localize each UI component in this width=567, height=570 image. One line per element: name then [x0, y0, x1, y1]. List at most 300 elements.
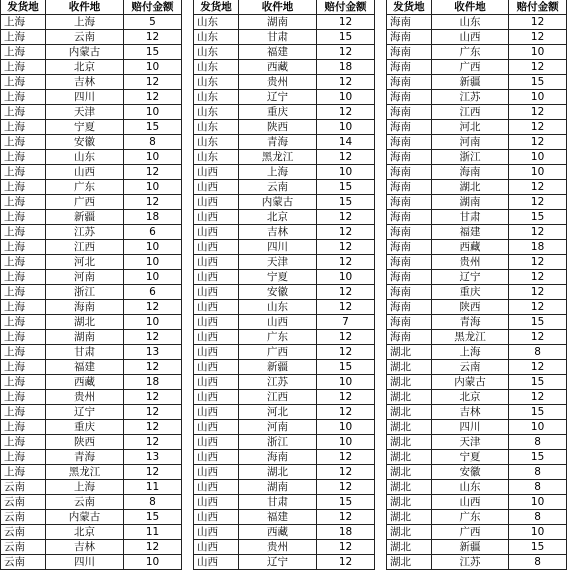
cell-compensation[interactable]: 13: [124, 345, 182, 360]
header-compensation[interactable]: 赔付金额: [509, 0, 567, 15]
cell-origin[interactable]: 云南: [1, 540, 46, 555]
cell-destination[interactable]: 海南: [431, 165, 508, 180]
cell-destination[interactable]: 云南: [431, 360, 508, 375]
cell-origin[interactable]: 山东: [194, 90, 239, 105]
cell-compensation[interactable]: 18: [317, 525, 375, 540]
cell-compensation[interactable]: 12: [509, 30, 567, 45]
cell-compensation[interactable]: 12: [124, 435, 182, 450]
cell-destination[interactable]: 陕西: [239, 120, 317, 135]
cell-destination[interactable]: 山东: [431, 480, 508, 495]
cell-destination[interactable]: 辽宁: [431, 270, 508, 285]
cell-origin[interactable]: 海南: [387, 165, 432, 180]
cell-compensation[interactable]: 12: [124, 390, 182, 405]
cell-destination[interactable]: 陕西: [46, 435, 124, 450]
cell-origin[interactable]: 湖北: [387, 525, 432, 540]
cell-destination[interactable]: 江西: [239, 390, 317, 405]
cell-destination[interactable]: 北京: [46, 60, 124, 75]
cell-compensation[interactable]: 10: [509, 420, 567, 435]
cell-compensation[interactable]: 11: [124, 480, 182, 495]
cell-destination[interactable]: 北京: [431, 390, 508, 405]
cell-origin[interactable]: 湖北: [387, 435, 432, 450]
cell-origin[interactable]: 上海: [1, 15, 46, 30]
cell-compensation[interactable]: 15: [509, 375, 567, 390]
cell-compensation[interactable]: 12: [509, 225, 567, 240]
header-destination[interactable]: 收件地: [239, 0, 317, 15]
cell-origin[interactable]: 湖北: [387, 555, 432, 570]
cell-compensation[interactable]: 12: [317, 405, 375, 420]
cell-destination[interactable]: 河南: [431, 135, 508, 150]
cell-destination[interactable]: 山东: [239, 300, 317, 315]
cell-compensation[interactable]: 15: [317, 195, 375, 210]
cell-origin[interactable]: 上海: [1, 315, 46, 330]
cell-destination[interactable]: 四川: [46, 555, 124, 570]
cell-compensation[interactable]: 12: [124, 75, 182, 90]
cell-origin[interactable]: 湖北: [387, 420, 432, 435]
cell-destination[interactable]: 黑龙江: [431, 330, 508, 345]
cell-destination[interactable]: 广西: [431, 525, 508, 540]
cell-compensation[interactable]: 18: [317, 60, 375, 75]
cell-origin[interactable]: 山西: [194, 450, 239, 465]
cell-compensation[interactable]: 15: [509, 210, 567, 225]
header-origin[interactable]: 发货地: [1, 0, 46, 15]
cell-origin[interactable]: 上海: [1, 375, 46, 390]
cell-compensation[interactable]: 12: [124, 420, 182, 435]
cell-compensation[interactable]: 12: [509, 15, 567, 30]
cell-origin[interactable]: 山东: [194, 45, 239, 60]
cell-compensation[interactable]: 15: [509, 450, 567, 465]
cell-origin[interactable]: 上海: [1, 330, 46, 345]
cell-destination[interactable]: 陕西: [431, 300, 508, 315]
cell-destination[interactable]: 西藏: [46, 375, 124, 390]
cell-compensation[interactable]: 12: [509, 390, 567, 405]
cell-compensation[interactable]: 15: [509, 315, 567, 330]
cell-compensation[interactable]: 8: [509, 435, 567, 450]
cell-destination[interactable]: 山东: [431, 15, 508, 30]
cell-origin[interactable]: 湖北: [387, 540, 432, 555]
cell-origin[interactable]: 上海: [1, 75, 46, 90]
cell-destination[interactable]: 贵州: [431, 255, 508, 270]
cell-compensation[interactable]: 12: [509, 135, 567, 150]
cell-compensation[interactable]: 10: [124, 315, 182, 330]
cell-origin[interactable]: 山西: [194, 390, 239, 405]
cell-origin[interactable]: 云南: [1, 480, 46, 495]
cell-origin[interactable]: 海南: [387, 195, 432, 210]
cell-origin[interactable]: 海南: [387, 90, 432, 105]
cell-compensation[interactable]: 10: [124, 255, 182, 270]
cell-origin[interactable]: 海南: [387, 225, 432, 240]
cell-destination[interactable]: 云南: [46, 30, 124, 45]
cell-destination[interactable]: 黑龙江: [239, 150, 317, 165]
cell-origin[interactable]: 海南: [387, 255, 432, 270]
cell-compensation[interactable]: 15: [509, 540, 567, 555]
cell-destination[interactable]: 湖北: [46, 315, 124, 330]
cell-compensation[interactable]: 12: [317, 555, 375, 570]
cell-compensation[interactable]: 12: [317, 15, 375, 30]
cell-compensation[interactable]: 8: [124, 495, 182, 510]
cell-origin[interactable]: 上海: [1, 300, 46, 315]
cell-compensation[interactable]: 10: [317, 420, 375, 435]
cell-destination[interactable]: 安徽: [46, 135, 124, 150]
cell-compensation[interactable]: 18: [509, 240, 567, 255]
cell-destination[interactable]: 江苏: [239, 375, 317, 390]
cell-destination[interactable]: 宁夏: [431, 450, 508, 465]
cell-compensation[interactable]: 10: [509, 165, 567, 180]
cell-origin[interactable]: 山西: [194, 330, 239, 345]
cell-destination[interactable]: 山西: [46, 165, 124, 180]
cell-compensation[interactable]: 10: [317, 90, 375, 105]
cell-origin[interactable]: 山西: [194, 495, 239, 510]
cell-destination[interactable]: 山西: [431, 30, 508, 45]
cell-origin[interactable]: 山西: [194, 480, 239, 495]
cell-compensation[interactable]: 15: [124, 510, 182, 525]
cell-origin[interactable]: 山东: [194, 75, 239, 90]
cell-destination[interactable]: 安徽: [431, 465, 508, 480]
cell-compensation[interactable]: 12: [124, 300, 182, 315]
cell-compensation[interactable]: 12: [317, 345, 375, 360]
cell-destination[interactable]: 广东: [431, 45, 508, 60]
cell-compensation[interactable]: 12: [317, 255, 375, 270]
cell-compensation[interactable]: 10: [317, 435, 375, 450]
cell-destination[interactable]: 重庆: [239, 105, 317, 120]
cell-destination[interactable]: 湖北: [239, 465, 317, 480]
cell-origin[interactable]: 上海: [1, 465, 46, 480]
cell-compensation[interactable]: 12: [317, 45, 375, 60]
cell-destination[interactable]: 江苏: [431, 90, 508, 105]
cell-destination[interactable]: 甘肃: [46, 345, 124, 360]
cell-origin[interactable]: 山西: [194, 360, 239, 375]
cell-origin[interactable]: 上海: [1, 45, 46, 60]
cell-compensation[interactable]: 12: [124, 360, 182, 375]
cell-destination[interactable]: 甘肃: [431, 210, 508, 225]
cell-origin[interactable]: 上海: [1, 270, 46, 285]
cell-compensation[interactable]: 15: [317, 360, 375, 375]
cell-compensation[interactable]: 12: [317, 540, 375, 555]
cell-origin[interactable]: 上海: [1, 180, 46, 195]
cell-destination[interactable]: 河北: [46, 255, 124, 270]
cell-origin[interactable]: 山西: [194, 405, 239, 420]
cell-origin[interactable]: 海南: [387, 105, 432, 120]
cell-origin[interactable]: 上海: [1, 30, 46, 45]
cell-destination[interactable]: 广东: [46, 180, 124, 195]
cell-compensation[interactable]: 10: [317, 375, 375, 390]
cell-compensation[interactable]: 12: [317, 240, 375, 255]
cell-destination[interactable]: 上海: [431, 345, 508, 360]
cell-origin[interactable]: 云南: [1, 510, 46, 525]
cell-compensation[interactable]: 15: [509, 75, 567, 90]
cell-origin[interactable]: 山西: [194, 315, 239, 330]
cell-destination[interactable]: 甘肃: [239, 30, 317, 45]
cell-destination[interactable]: 福建: [239, 510, 317, 525]
cell-origin[interactable]: 海南: [387, 180, 432, 195]
cell-destination[interactable]: 江西: [431, 105, 508, 120]
cell-origin[interactable]: 山西: [194, 435, 239, 450]
cell-compensation[interactable]: 10: [509, 150, 567, 165]
cell-destination[interactable]: 四川: [239, 240, 317, 255]
cell-compensation[interactable]: 12: [509, 180, 567, 195]
header-origin[interactable]: 发货地: [387, 0, 432, 15]
cell-compensation[interactable]: 10: [124, 240, 182, 255]
header-origin[interactable]: 发货地: [194, 0, 239, 15]
cell-compensation[interactable]: 12: [317, 480, 375, 495]
cell-origin[interactable]: 山西: [194, 300, 239, 315]
cell-compensation[interactable]: 15: [124, 120, 182, 135]
cell-compensation[interactable]: 12: [317, 225, 375, 240]
cell-destination[interactable]: 海南: [46, 300, 124, 315]
cell-origin[interactable]: 山西: [194, 375, 239, 390]
cell-origin[interactable]: 山西: [194, 165, 239, 180]
cell-destination[interactable]: 河北: [431, 120, 508, 135]
cell-compensation[interactable]: 12: [509, 330, 567, 345]
cell-origin[interactable]: 湖北: [387, 405, 432, 420]
cell-destination[interactable]: 黑龙江: [46, 465, 124, 480]
cell-destination[interactable]: 湖南: [431, 195, 508, 210]
cell-origin[interactable]: 山西: [194, 210, 239, 225]
cell-origin[interactable]: 上海: [1, 360, 46, 375]
cell-origin[interactable]: 山西: [194, 555, 239, 570]
cell-origin[interactable]: 山西: [194, 540, 239, 555]
cell-destination[interactable]: 新疆: [431, 540, 508, 555]
cell-compensation[interactable]: 12: [124, 195, 182, 210]
cell-compensation[interactable]: 8: [509, 555, 567, 570]
cell-compensation[interactable]: 12: [317, 465, 375, 480]
cell-origin[interactable]: 海南: [387, 135, 432, 150]
cell-destination[interactable]: 广西: [431, 60, 508, 75]
cell-origin[interactable]: 山西: [194, 285, 239, 300]
cell-destination[interactable]: 辽宁: [46, 405, 124, 420]
cell-destination[interactable]: 重庆: [431, 285, 508, 300]
header-destination[interactable]: 收件地: [46, 0, 124, 15]
cell-destination[interactable]: 上海: [239, 165, 317, 180]
cell-destination[interactable]: 上海: [46, 480, 124, 495]
cell-origin[interactable]: 湖北: [387, 510, 432, 525]
cell-origin[interactable]: 湖北: [387, 465, 432, 480]
cell-destination[interactable]: 新疆: [431, 75, 508, 90]
cell-compensation[interactable]: 10: [317, 270, 375, 285]
cell-origin[interactable]: 山西: [194, 345, 239, 360]
cell-origin[interactable]: 上海: [1, 150, 46, 165]
cell-origin[interactable]: 山东: [194, 120, 239, 135]
cell-origin[interactable]: 云南: [1, 525, 46, 540]
cell-destination[interactable]: 山西: [239, 315, 317, 330]
cell-compensation[interactable]: 12: [124, 465, 182, 480]
cell-origin[interactable]: 山东: [194, 105, 239, 120]
cell-compensation[interactable]: 12: [317, 75, 375, 90]
cell-origin[interactable]: 山东: [194, 60, 239, 75]
cell-destination[interactable]: 北京: [46, 525, 124, 540]
cell-destination[interactable]: 天津: [46, 105, 124, 120]
cell-compensation[interactable]: 8: [509, 345, 567, 360]
header-compensation[interactable]: 赔付金额: [124, 0, 182, 15]
cell-destination[interactable]: 西藏: [239, 60, 317, 75]
cell-compensation[interactable]: 10: [509, 45, 567, 60]
cell-origin[interactable]: 山西: [194, 180, 239, 195]
cell-destination[interactable]: 北京: [239, 210, 317, 225]
cell-origin[interactable]: 云南: [1, 555, 46, 570]
cell-origin[interactable]: 海南: [387, 210, 432, 225]
cell-origin[interactable]: 海南: [387, 60, 432, 75]
cell-origin[interactable]: 上海: [1, 120, 46, 135]
cell-destination[interactable]: 四川: [431, 420, 508, 435]
cell-origin[interactable]: 上海: [1, 165, 46, 180]
cell-compensation[interactable]: 8: [509, 510, 567, 525]
cell-compensation[interactable]: 12: [509, 255, 567, 270]
cell-destination[interactable]: 云南: [46, 495, 124, 510]
cell-origin[interactable]: 海南: [387, 330, 432, 345]
cell-compensation[interactable]: 10: [124, 150, 182, 165]
cell-compensation[interactable]: 7: [317, 315, 375, 330]
cell-origin[interactable]: 上海: [1, 420, 46, 435]
cell-compensation[interactable]: 12: [509, 60, 567, 75]
cell-origin[interactable]: 山西: [194, 255, 239, 270]
cell-destination[interactable]: 浙江: [431, 150, 508, 165]
cell-compensation[interactable]: 14: [317, 135, 375, 150]
cell-destination[interactable]: 湖南: [239, 15, 317, 30]
cell-compensation[interactable]: 12: [124, 330, 182, 345]
cell-origin[interactable]: 上海: [1, 405, 46, 420]
cell-destination[interactable]: 天津: [431, 435, 508, 450]
cell-compensation[interactable]: 8: [124, 135, 182, 150]
cell-compensation[interactable]: 12: [509, 300, 567, 315]
cell-origin[interactable]: 上海: [1, 195, 46, 210]
cell-destination[interactable]: 湖北: [431, 180, 508, 195]
cell-destination[interactable]: 宁夏: [46, 120, 124, 135]
cell-compensation[interactable]: 13: [124, 450, 182, 465]
cell-destination[interactable]: 安徽: [239, 285, 317, 300]
cell-destination[interactable]: 青海: [239, 135, 317, 150]
cell-origin[interactable]: 上海: [1, 435, 46, 450]
cell-destination[interactable]: 河南: [46, 270, 124, 285]
cell-destination[interactable]: 青海: [46, 450, 124, 465]
cell-destination[interactable]: 西藏: [431, 240, 508, 255]
cell-compensation[interactable]: 12: [509, 195, 567, 210]
cell-compensation[interactable]: 6: [124, 225, 182, 240]
cell-destination[interactable]: 吉林: [239, 225, 317, 240]
cell-origin[interactable]: 山东: [194, 135, 239, 150]
cell-destination[interactable]: 湖南: [239, 480, 317, 495]
cell-destination[interactable]: 内蒙古: [431, 375, 508, 390]
cell-destination[interactable]: 新疆: [46, 210, 124, 225]
cell-compensation[interactable]: 10: [124, 555, 182, 570]
cell-origin[interactable]: 山西: [194, 195, 239, 210]
cell-origin[interactable]: 上海: [1, 240, 46, 255]
cell-compensation[interactable]: 12: [317, 300, 375, 315]
cell-origin[interactable]: 上海: [1, 255, 46, 270]
cell-destination[interactable]: 广东: [431, 510, 508, 525]
cell-compensation[interactable]: 12: [509, 270, 567, 285]
cell-compensation[interactable]: 10: [124, 270, 182, 285]
cell-compensation[interactable]: 8: [509, 465, 567, 480]
cell-compensation[interactable]: 15: [509, 405, 567, 420]
cell-destination[interactable]: 福建: [239, 45, 317, 60]
cell-origin[interactable]: 上海: [1, 285, 46, 300]
cell-destination[interactable]: 河北: [239, 405, 317, 420]
cell-destination[interactable]: 内蒙古: [46, 45, 124, 60]
cell-destination[interactable]: 江苏: [46, 225, 124, 240]
cell-destination[interactable]: 内蒙古: [239, 195, 317, 210]
cell-destination[interactable]: 辽宁: [239, 90, 317, 105]
cell-destination[interactable]: 甘肃: [239, 495, 317, 510]
cell-destination[interactable]: 四川: [46, 90, 124, 105]
cell-origin[interactable]: 海南: [387, 240, 432, 255]
cell-origin[interactable]: 湖北: [387, 450, 432, 465]
cell-compensation[interactable]: 15: [317, 30, 375, 45]
cell-destination[interactable]: 云南: [239, 180, 317, 195]
cell-destination[interactable]: 湖南: [46, 330, 124, 345]
cell-origin[interactable]: 山西: [194, 525, 239, 540]
cell-origin[interactable]: 湖北: [387, 480, 432, 495]
cell-destination[interactable]: 重庆: [46, 420, 124, 435]
cell-compensation[interactable]: 12: [317, 105, 375, 120]
cell-compensation[interactable]: 15: [317, 180, 375, 195]
cell-destination[interactable]: 广东: [239, 330, 317, 345]
cell-destination[interactable]: 贵州: [239, 540, 317, 555]
cell-destination[interactable]: 江苏: [431, 555, 508, 570]
cell-compensation[interactable]: 10: [509, 495, 567, 510]
cell-origin[interactable]: 海南: [387, 30, 432, 45]
cell-destination[interactable]: 内蒙古: [46, 510, 124, 525]
cell-compensation[interactable]: 18: [124, 210, 182, 225]
cell-destination[interactable]: 浙江: [239, 435, 317, 450]
cell-compensation[interactable]: 10: [509, 90, 567, 105]
cell-origin[interactable]: 山西: [194, 225, 239, 240]
cell-origin[interactable]: 山西: [194, 420, 239, 435]
cell-destination[interactable]: 海南: [239, 450, 317, 465]
cell-destination[interactable]: 上海: [46, 15, 124, 30]
cell-compensation[interactable]: 12: [509, 120, 567, 135]
cell-compensation[interactable]: 12: [317, 210, 375, 225]
cell-compensation[interactable]: 10: [317, 120, 375, 135]
cell-compensation[interactable]: 12: [124, 405, 182, 420]
cell-origin[interactable]: 山西: [194, 270, 239, 285]
cell-compensation[interactable]: 12: [509, 285, 567, 300]
cell-destination[interactable]: 新疆: [239, 360, 317, 375]
cell-destination[interactable]: 贵州: [239, 75, 317, 90]
cell-compensation[interactable]: 18: [124, 375, 182, 390]
cell-origin[interactable]: 海南: [387, 315, 432, 330]
cell-compensation[interactable]: 12: [317, 150, 375, 165]
cell-compensation[interactable]: 5: [124, 15, 182, 30]
cell-destination[interactable]: 浙江: [46, 285, 124, 300]
cell-destination[interactable]: 福建: [46, 360, 124, 375]
cell-origin[interactable]: 海南: [387, 15, 432, 30]
cell-compensation[interactable]: 12: [317, 510, 375, 525]
cell-origin[interactable]: 上海: [1, 450, 46, 465]
cell-origin[interactable]: 海南: [387, 300, 432, 315]
cell-origin[interactable]: 山西: [194, 240, 239, 255]
cell-destination[interactable]: 广西: [239, 345, 317, 360]
cell-origin[interactable]: 上海: [1, 135, 46, 150]
cell-destination[interactable]: 吉林: [46, 75, 124, 90]
cell-origin[interactable]: 海南: [387, 270, 432, 285]
cell-origin[interactable]: 海南: [387, 45, 432, 60]
cell-compensation[interactable]: 6: [124, 285, 182, 300]
cell-compensation[interactable]: 10: [124, 105, 182, 120]
cell-compensation[interactable]: 12: [124, 30, 182, 45]
cell-origin[interactable]: 海南: [387, 75, 432, 90]
cell-origin[interactable]: 上海: [1, 225, 46, 240]
cell-destination[interactable]: 贵州: [46, 390, 124, 405]
cell-origin[interactable]: 上海: [1, 210, 46, 225]
cell-destination[interactable]: 河南: [239, 420, 317, 435]
cell-origin[interactable]: 山东: [194, 15, 239, 30]
cell-origin[interactable]: 湖北: [387, 345, 432, 360]
cell-origin[interactable]: 山西: [194, 465, 239, 480]
cell-destination[interactable]: 江西: [46, 240, 124, 255]
cell-origin[interactable]: 海南: [387, 120, 432, 135]
cell-destination[interactable]: 辽宁: [239, 555, 317, 570]
cell-compensation[interactable]: 10: [124, 60, 182, 75]
cell-origin[interactable]: 湖北: [387, 495, 432, 510]
